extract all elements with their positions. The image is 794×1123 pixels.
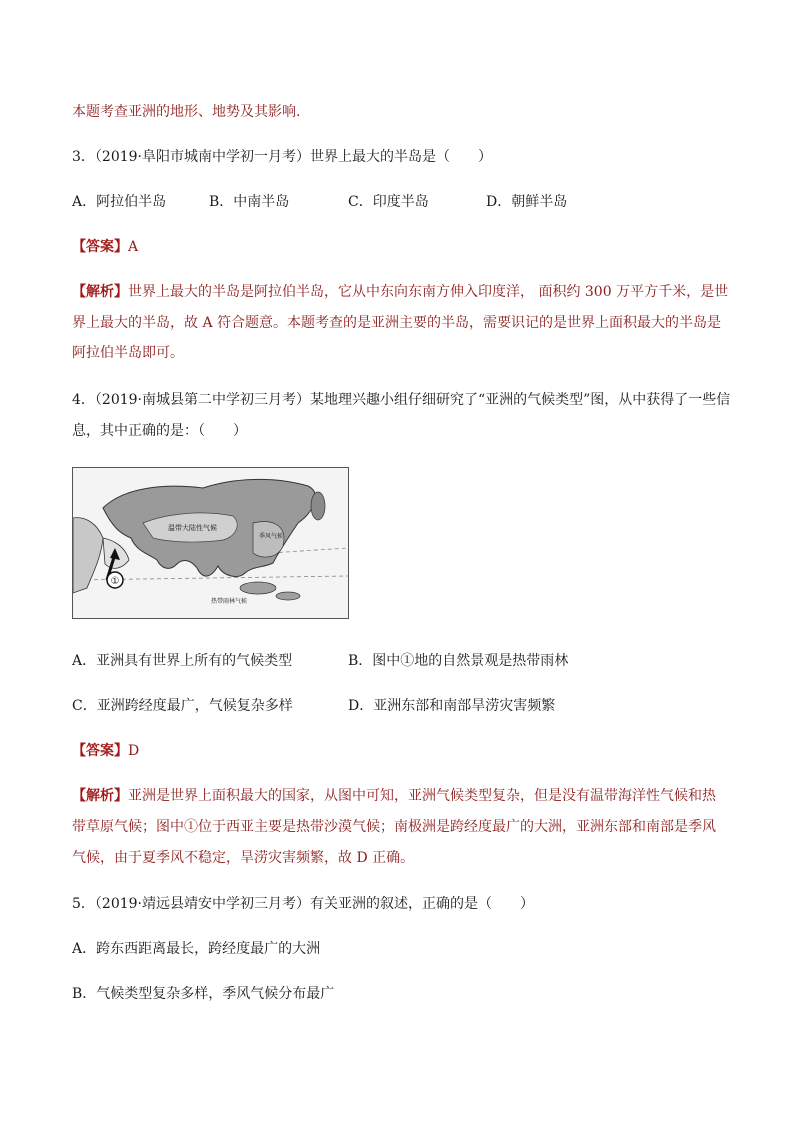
intro-note: 本题考查亚洲的地形、地势及其影响.	[72, 104, 301, 120]
q3-stem: 3．（2019·阜阳市城南中学初一月考）世界上最大的半岛是（ ）	[72, 149, 492, 165]
climate-label: 温带大陆性气候	[168, 524, 217, 532]
q4-option-c: C．亚洲跨经度最广，气候复杂多样	[72, 698, 293, 714]
q4-stem-line-1: 4．（2019·南城县第二中学初三月考）某地理兴趣小组仔细研究了“亚洲的气候类型”图，从中获得了一些信	[72, 392, 731, 408]
q3-analysis-line-3: 阿拉伯半岛即可。	[72, 345, 184, 361]
q4-analysis-line-1	[72, 786, 716, 806]
q4-analysis-line-3: 气候，由于夏季风不稳定，旱涝灾害频繁，故 D 正确。	[72, 850, 415, 866]
q3-option-d: D．朝鲜半岛	[486, 194, 568, 210]
q4-option-a: A．亚洲具有世界上所有的气候类型	[72, 653, 293, 669]
island-1	[240, 582, 276, 594]
rainforest-label: 热带雨林气候	[211, 598, 248, 605]
q4-option-b: B．图中①地的自然景观是热带雨林	[348, 653, 569, 669]
answer-tag: 【答案】	[72, 743, 128, 759]
q3-option-c: C．印度半岛	[348, 194, 429, 210]
q4-stem-line-2: 息，其中正确的是：（ ）	[72, 423, 247, 439]
japan-islands	[311, 492, 325, 520]
answer-tag: 【答案】	[72, 239, 128, 255]
analysis-tag: 【解析】	[72, 788, 128, 804]
marker-label: ①	[110, 576, 120, 587]
monsoon-label: 季风气候	[259, 533, 284, 540]
q3-answer-line	[72, 237, 138, 257]
analysis-tag: 【解析】	[72, 284, 128, 300]
q3-analysis-text-1: 世界上最大的半岛是阿拉伯半岛，它从中东向东南方伸入印度洋， 面积约 300 万平方千米，是世	[128, 284, 729, 300]
q3-option-a: A．阿拉伯半岛	[72, 194, 167, 210]
asia-climate-map	[72, 467, 349, 619]
q5-option-a: A．跨东西距离最长，跨经度最广的大洲	[72, 941, 321, 957]
q3-answer: A	[128, 239, 139, 255]
q3-analysis-line-1	[72, 282, 728, 302]
q4-analysis-text-1: 亚洲是世界上面积最大的国家，从图中可知，亚洲气候类型复杂，但是没有温带海洋性气候和热	[128, 788, 716, 804]
q3-analysis-line-2: 界上最大的半岛，故 A 符合题意。本题考查的是亚洲主要的半岛，需要识记的是世界上面积最大的半岛是	[72, 315, 722, 331]
asia-climate-map-svg	[73, 468, 348, 618]
q5-option-b: B．气候类型复杂多样，季风气候分布最广	[72, 986, 335, 1002]
q4-answer: D	[128, 743, 140, 759]
q4-analysis-line-2: 带草原气候；图中①位于西亚主要是热带沙漠气候；南极洲是跨经度最广的大洲，亚洲东部和南部是季风	[72, 819, 716, 835]
q3-option-b: B．中南半岛	[209, 194, 290, 210]
q4-option-d: D．亚洲东部和南部旱涝灾害频繁	[348, 698, 556, 714]
island-2	[276, 592, 300, 600]
q4-answer-line	[72, 741, 139, 761]
q5-stem: 5．（2019·靖远县靖安中学初三月考）有关亚洲的叙述，正确的是（ ）	[72, 896, 534, 912]
